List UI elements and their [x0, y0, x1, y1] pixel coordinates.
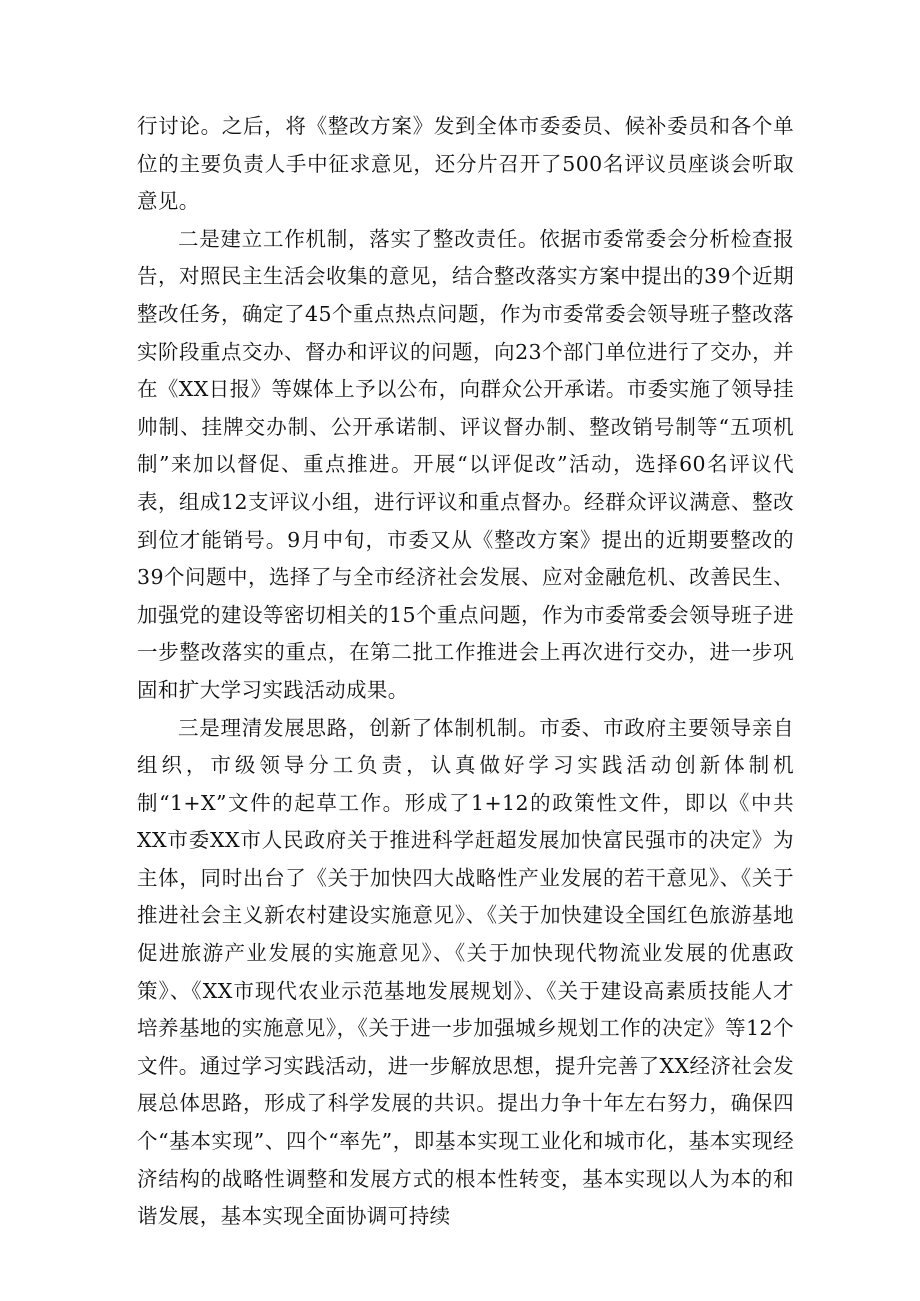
- paragraph-continuation: 行讨论。之后，将《整改方案》发到全体市委委员、候补委员和各个单位的主要负责人手中征求意见，还分片召开了500名评议员座谈会听取意见。: [137, 114, 794, 214]
- paragraph-work-mechanism: 二是建立工作机制，落实了整改责任。依据市委常委会分析检查报告，对照民主生活会收集的意见，结合整改落实方案中提出的39个近期整改任务，确定了45个重点热点问题，作为市委常委会领导班子整改落实阶段重点交办、督办和评议的问题，向23个部门单位进行了交办，并在《XX日报》等媒体上予以公布，向群众公开承诺。市委实施了领导挂帅制、挂牌交办制、公开承诺制、评议督办制、整改销号制等“五项机制”来加以督促、重点推进。开展“以评促改”活动，选择60名评议代表，组成12支评议小组，进行评议和重点督办。经群众评议满意、整改到位才能销号。9月中旬，市委又从《整改方案》提出的近期要整改的39个问题中，选择了与全市经济社会发展、应对金融危机、改善民生、加强党的建设等密切相关的15个重点问题，作为市委常委会领导班子进一步整改落实的重点，在第二批工作推进会上再次进行交办，进一步巩固和扩大学习实践活动成果。: [137, 226, 794, 702]
- paragraph-development-ideas: 三是理清发展思路，创新了体制机制。市委、市政府主要领导亲自组织，市级领导分工负责，认真做好学习实践活动创新体制机制“1+X”文件的起草工作。形成了1+12的政策性文件，即以《中共XX市委XX市人民政府关于推进科学赶超发展加快富民强市的决定》为主体，同时出台了《关于加快四大战略性产业发展的若干意见》、《关于推进社会主义新农村建设实施意见》、《关于加快建设全国红色旅游基地促进旅游产业发展的实施意见》、《关于加快现代物流业发展的优惠政策》、《XX市现代农业示范基地发展规划》、《关于建设高素质技能人才培养基地的实施意见》，《关于进一步加强城乡规划工作的决定》等12个文件。通过学习实践活动，进一步解放思想，提升完善了XX经济社会发展总体思路，形成了科学发展的共识。提出力争十年左右努力，确保四个“基本实现”、四个“率先”，即基本实现工业化和城市化，基本实现经济结构的战略性调整和发展方式的根本性转变，基本实现以人为本的和谐发展，基本实现全面协调可持续: [137, 715, 794, 1229]
- document-body: [137, 108, 794, 1236]
